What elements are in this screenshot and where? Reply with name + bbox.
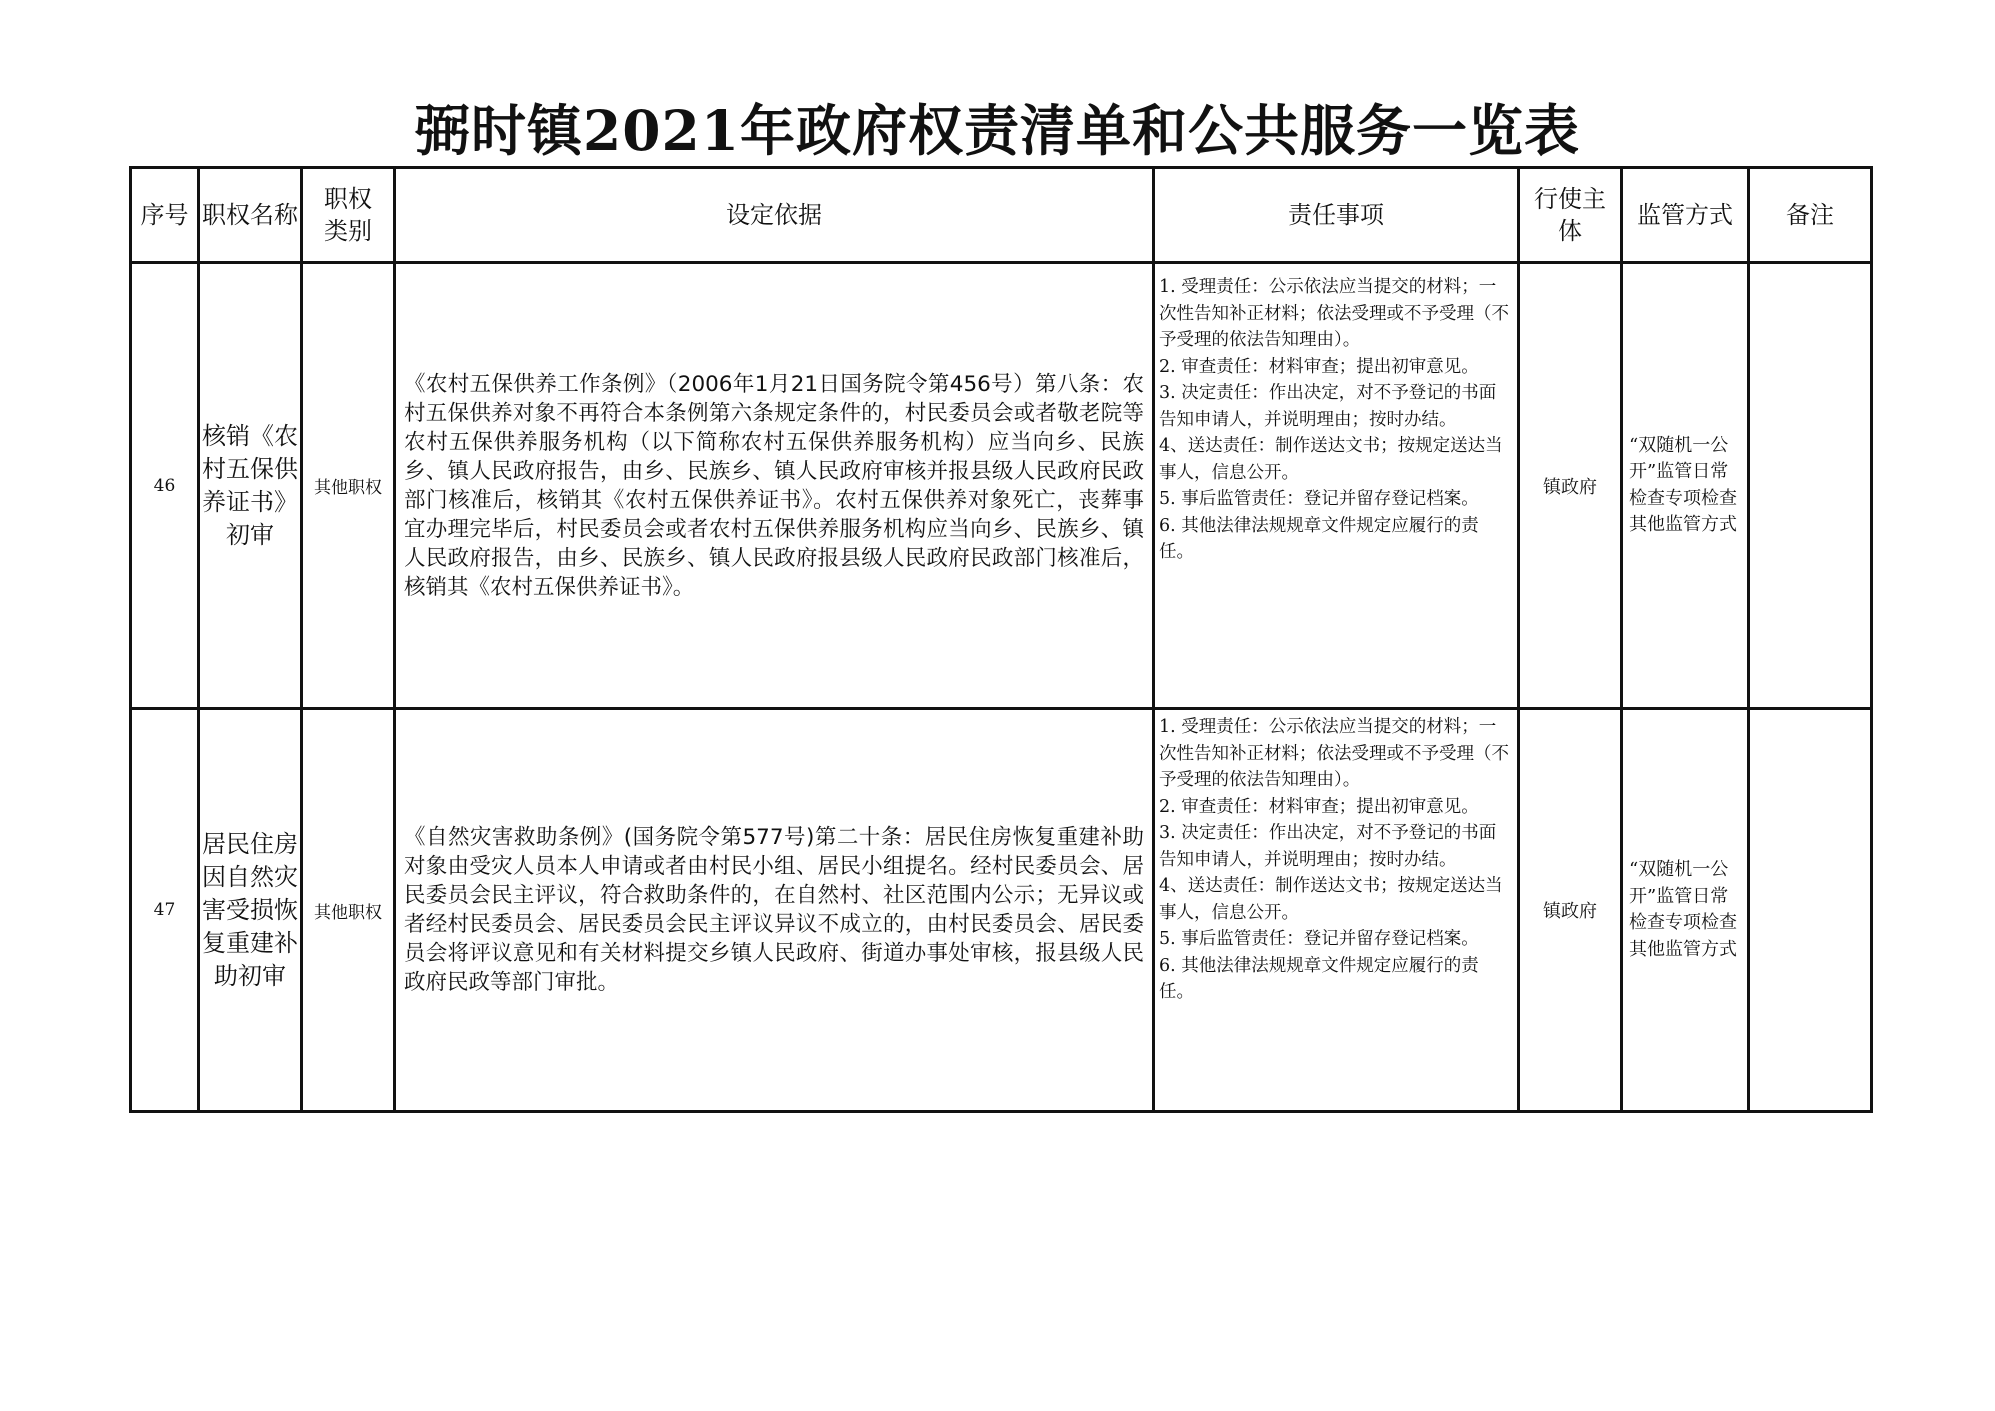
header-category: 职权类别 bbox=[302, 168, 395, 263]
row-notes bbox=[1749, 709, 1872, 1112]
duty-item: 6. 其他法律法规规章文件规定应履行的责任。 bbox=[1159, 515, 1479, 562]
row-power-name: 核销《农村五保供养证书》初审 bbox=[199, 263, 302, 709]
duty-item: 1. 受理责任：公示依法应当提交的材料；一次性告知补正材料；依法受理或不予受理（不予受理的依法告知理由）。 bbox=[1159, 277, 1509, 350]
row-seq: 46 bbox=[131, 263, 199, 709]
row-duties bbox=[1154, 263, 1519, 709]
header-row bbox=[131, 168, 1872, 263]
header-notes: 备注 bbox=[1749, 168, 1872, 263]
row-subject: 镇政府 bbox=[1519, 263, 1622, 709]
duty-item: 4、送达责任：制作送达文书；按规定送达当事人，信息公开。 bbox=[1159, 876, 1503, 923]
header-duties: 责任事项 bbox=[1154, 168, 1519, 263]
header-subject: 行使主体 bbox=[1519, 168, 1622, 263]
power-list-table bbox=[129, 166, 1873, 1113]
header-basis: 设定依据 bbox=[395, 168, 1154, 263]
duty-item: 4、送达责任：制作送达文书；按规定送达当事人，信息公开。 bbox=[1159, 436, 1503, 483]
row-power-name: 居民住房因自然灾害受损恢复重建补助初审 bbox=[199, 709, 302, 1112]
row-legal-basis: 《自然灾害救助条例》(国务院令第577号)第二十条：居民住房恢复重建补助对象由受灾人员本人申请或者由村民小组、居民小组提名。经村民委员会、居民委员会民主评议，符合救助条件的，在自然村、社区范围内公示；无异议或者经村民委员会、居民委员会民主评议异议不成立的，由村民委员会、居民委员会将评议意见和有关材料提交乡镇人民政府、街道办事处审核，报县级人民政府民政等部门审批。 bbox=[395, 709, 1154, 1112]
row-notes bbox=[1749, 263, 1872, 709]
page-title: 弼时镇2021年政府权责清单和公共服务一览表 bbox=[414, 98, 1581, 163]
row-supervision: “双随机一公开”监管日常检查专项检查其他监管方式 bbox=[1622, 263, 1749, 709]
duty-item: 3. 决定责任：作出决定，对不予登记的书面告知申请人，并说明理由；按时办结。 bbox=[1159, 823, 1497, 870]
duty-item: 1. 受理责任：公示依法应当提交的材料；一次性告知补正材料；依法受理或不予受理（不予受理的依法告知理由）。 bbox=[1159, 717, 1509, 790]
duty-item: 2. 审查责任：材料审查；提出初审意见。 bbox=[1159, 356, 1479, 377]
row-subject: 镇政府 bbox=[1519, 709, 1622, 1112]
row-legal-basis: 《农村五保供养工作条例》（2006年1月21日国务院令第456号）第八条：农村五保供养对象不再符合本条例第六条规定条件的，村民委员会或者敬老院等农村五保供养服务机构（以下简称农村五保供养服务机构）应当向乡、民族乡、镇人民政府报告，由乡、民族乡、镇人民政府审核并报县级人民政府民政部门核准后，核销其《农村五保供养证书》。农村五保供养对象死亡，丧葬事宜办理完毕后，村民委员会或者农村五保供养服务机构应当向乡、民族乡、镇人民政府报告，由乡、民族乡、镇人民政府报县级人民政府民政部门核准后，核销其《农村五保供养证书》。 bbox=[395, 263, 1154, 709]
duty-item: 5. 事后监管责任：登记并留存登记档案。 bbox=[1159, 929, 1479, 949]
row-seq: 47 bbox=[131, 709, 199, 1112]
row-power-category: 其他职权 bbox=[302, 709, 395, 1112]
header-name: 职权名称 bbox=[199, 168, 302, 263]
row-power-category: 其他职权 bbox=[302, 263, 395, 709]
duty-item: 2. 审查责任：材料审查；提出初审意见。 bbox=[1159, 796, 1479, 817]
table-row bbox=[131, 709, 1872, 1112]
duty-item: 5. 事后监管责任：登记并留存登记档案。 bbox=[1159, 489, 1479, 509]
header-seq: 序号 bbox=[131, 168, 199, 263]
header-supervision: 监管方式 bbox=[1622, 168, 1749, 263]
row-duties bbox=[1154, 709, 1519, 1112]
table-row bbox=[131, 263, 1872, 709]
duty-item: 3. 决定责任：作出决定，对不予登记的书面告知申请人，并说明理由；按时办结。 bbox=[1159, 383, 1497, 430]
row-supervision: “双随机一公开”监管日常检查专项检查其他监管方式 bbox=[1622, 709, 1749, 1112]
duty-item: 6. 其他法律法规规章文件规定应履行的责任。 bbox=[1159, 955, 1479, 1002]
